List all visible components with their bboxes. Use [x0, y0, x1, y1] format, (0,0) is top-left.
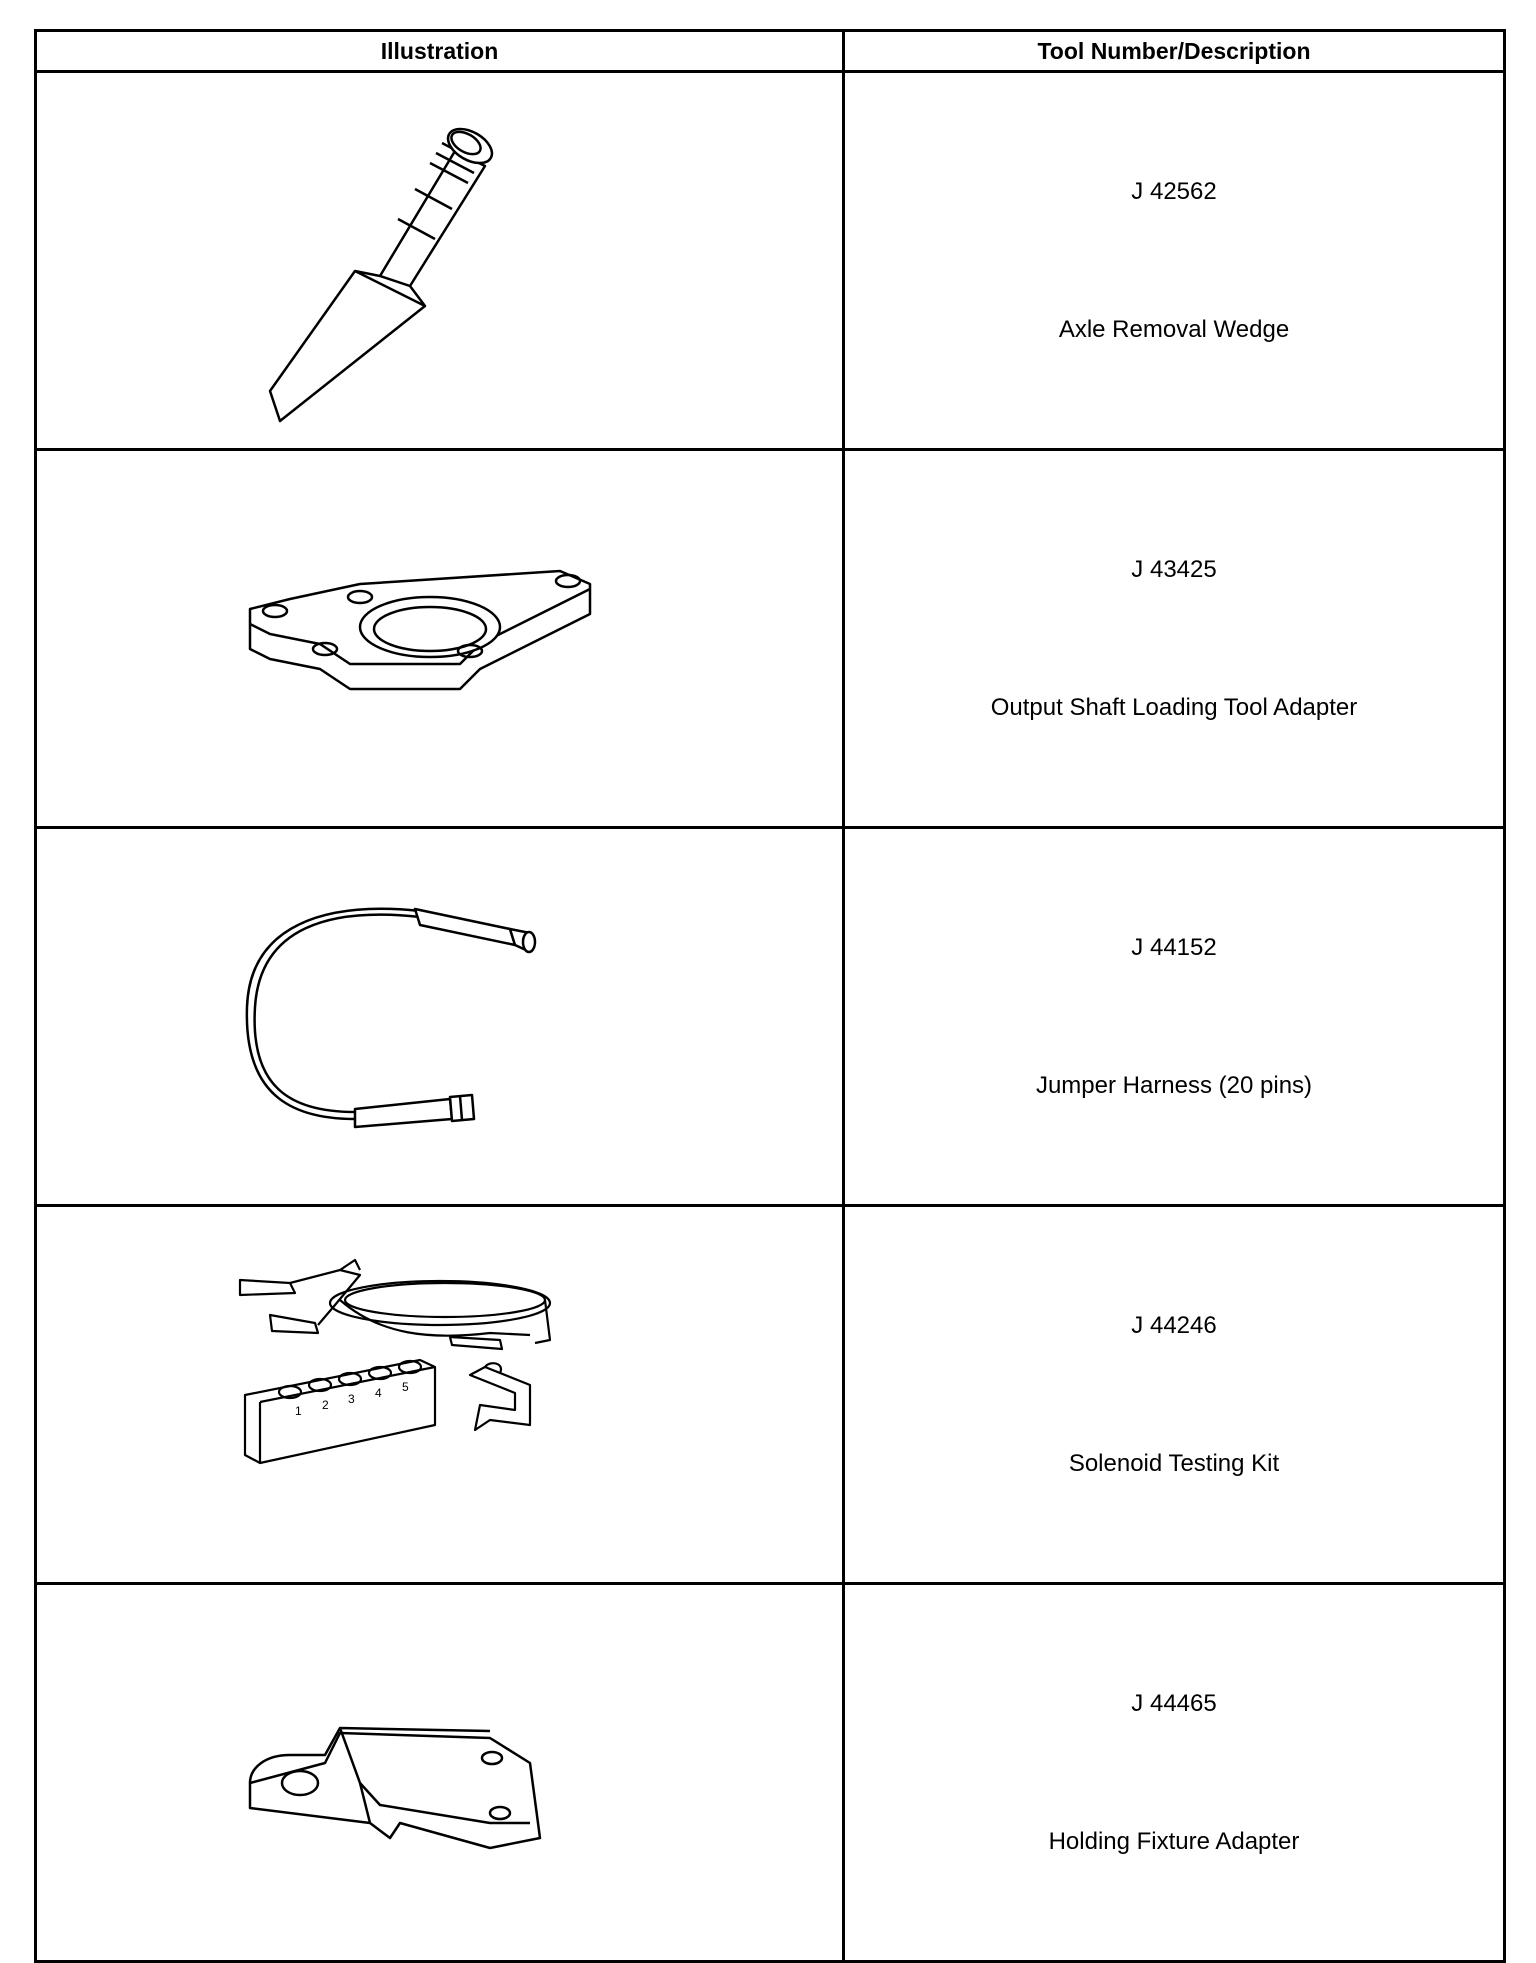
block-label: 2: [321, 1397, 329, 1412]
tool-description: Solenoid Testing Kit: [1068, 1449, 1280, 1477]
tool-cell: [844, 828, 1505, 1206]
illustration-cell: [36, 828, 844, 1206]
illustration-cell: [36, 1584, 844, 1962]
block-label: 4: [374, 1385, 382, 1400]
illustration-cell: [36, 72, 844, 450]
tool-description: Axle Removal Wedge: [1058, 315, 1290, 343]
block-label: 3: [347, 1391, 355, 1406]
table-row: [36, 1584, 1505, 1962]
shaft-adapter-plate-icon: [230, 559, 650, 719]
block-label: 5: [401, 1379, 409, 1394]
tool-cell: [844, 450, 1505, 828]
tool-description: Jumper Harness (20 pins): [1035, 1071, 1313, 1099]
tool-description: Output Shaft Loading Tool Adapter: [990, 693, 1358, 721]
tool-number: J 44246: [1131, 1311, 1217, 1339]
illustration-cell: [36, 450, 844, 828]
block-label: 1: [294, 1403, 302, 1418]
tool-description: Holding Fixture Adapter: [1048, 1827, 1300, 1855]
special-tools-table: [34, 29, 1506, 1963]
tool-cell: [844, 72, 1505, 450]
tool-number: J 43425: [1131, 555, 1217, 583]
holding-fixture-adapter-icon: [230, 1673, 650, 1873]
tool-number: J 44465: [1131, 1689, 1217, 1717]
illustration-cell: [36, 1206, 844, 1584]
table-row: [36, 1206, 1505, 1584]
tool-number: J 44152: [1131, 933, 1217, 961]
table-row: [36, 828, 1505, 1206]
tool-number: J 42562: [1131, 177, 1217, 205]
column-header-illustration: Illustration: [36, 31, 844, 72]
table-row: [36, 72, 1505, 450]
tool-cell: [844, 1584, 1505, 1962]
solenoid-testing-kit-icon: [230, 1245, 650, 1545]
table-header-row: [36, 31, 1505, 72]
axle-removal-wedge-icon: [230, 91, 650, 431]
column-header-tool: Tool Number/Description: [844, 31, 1505, 72]
tool-cell: [844, 1206, 1505, 1584]
table-row: [36, 450, 1505, 828]
jumper-harness-icon: [230, 887, 650, 1147]
